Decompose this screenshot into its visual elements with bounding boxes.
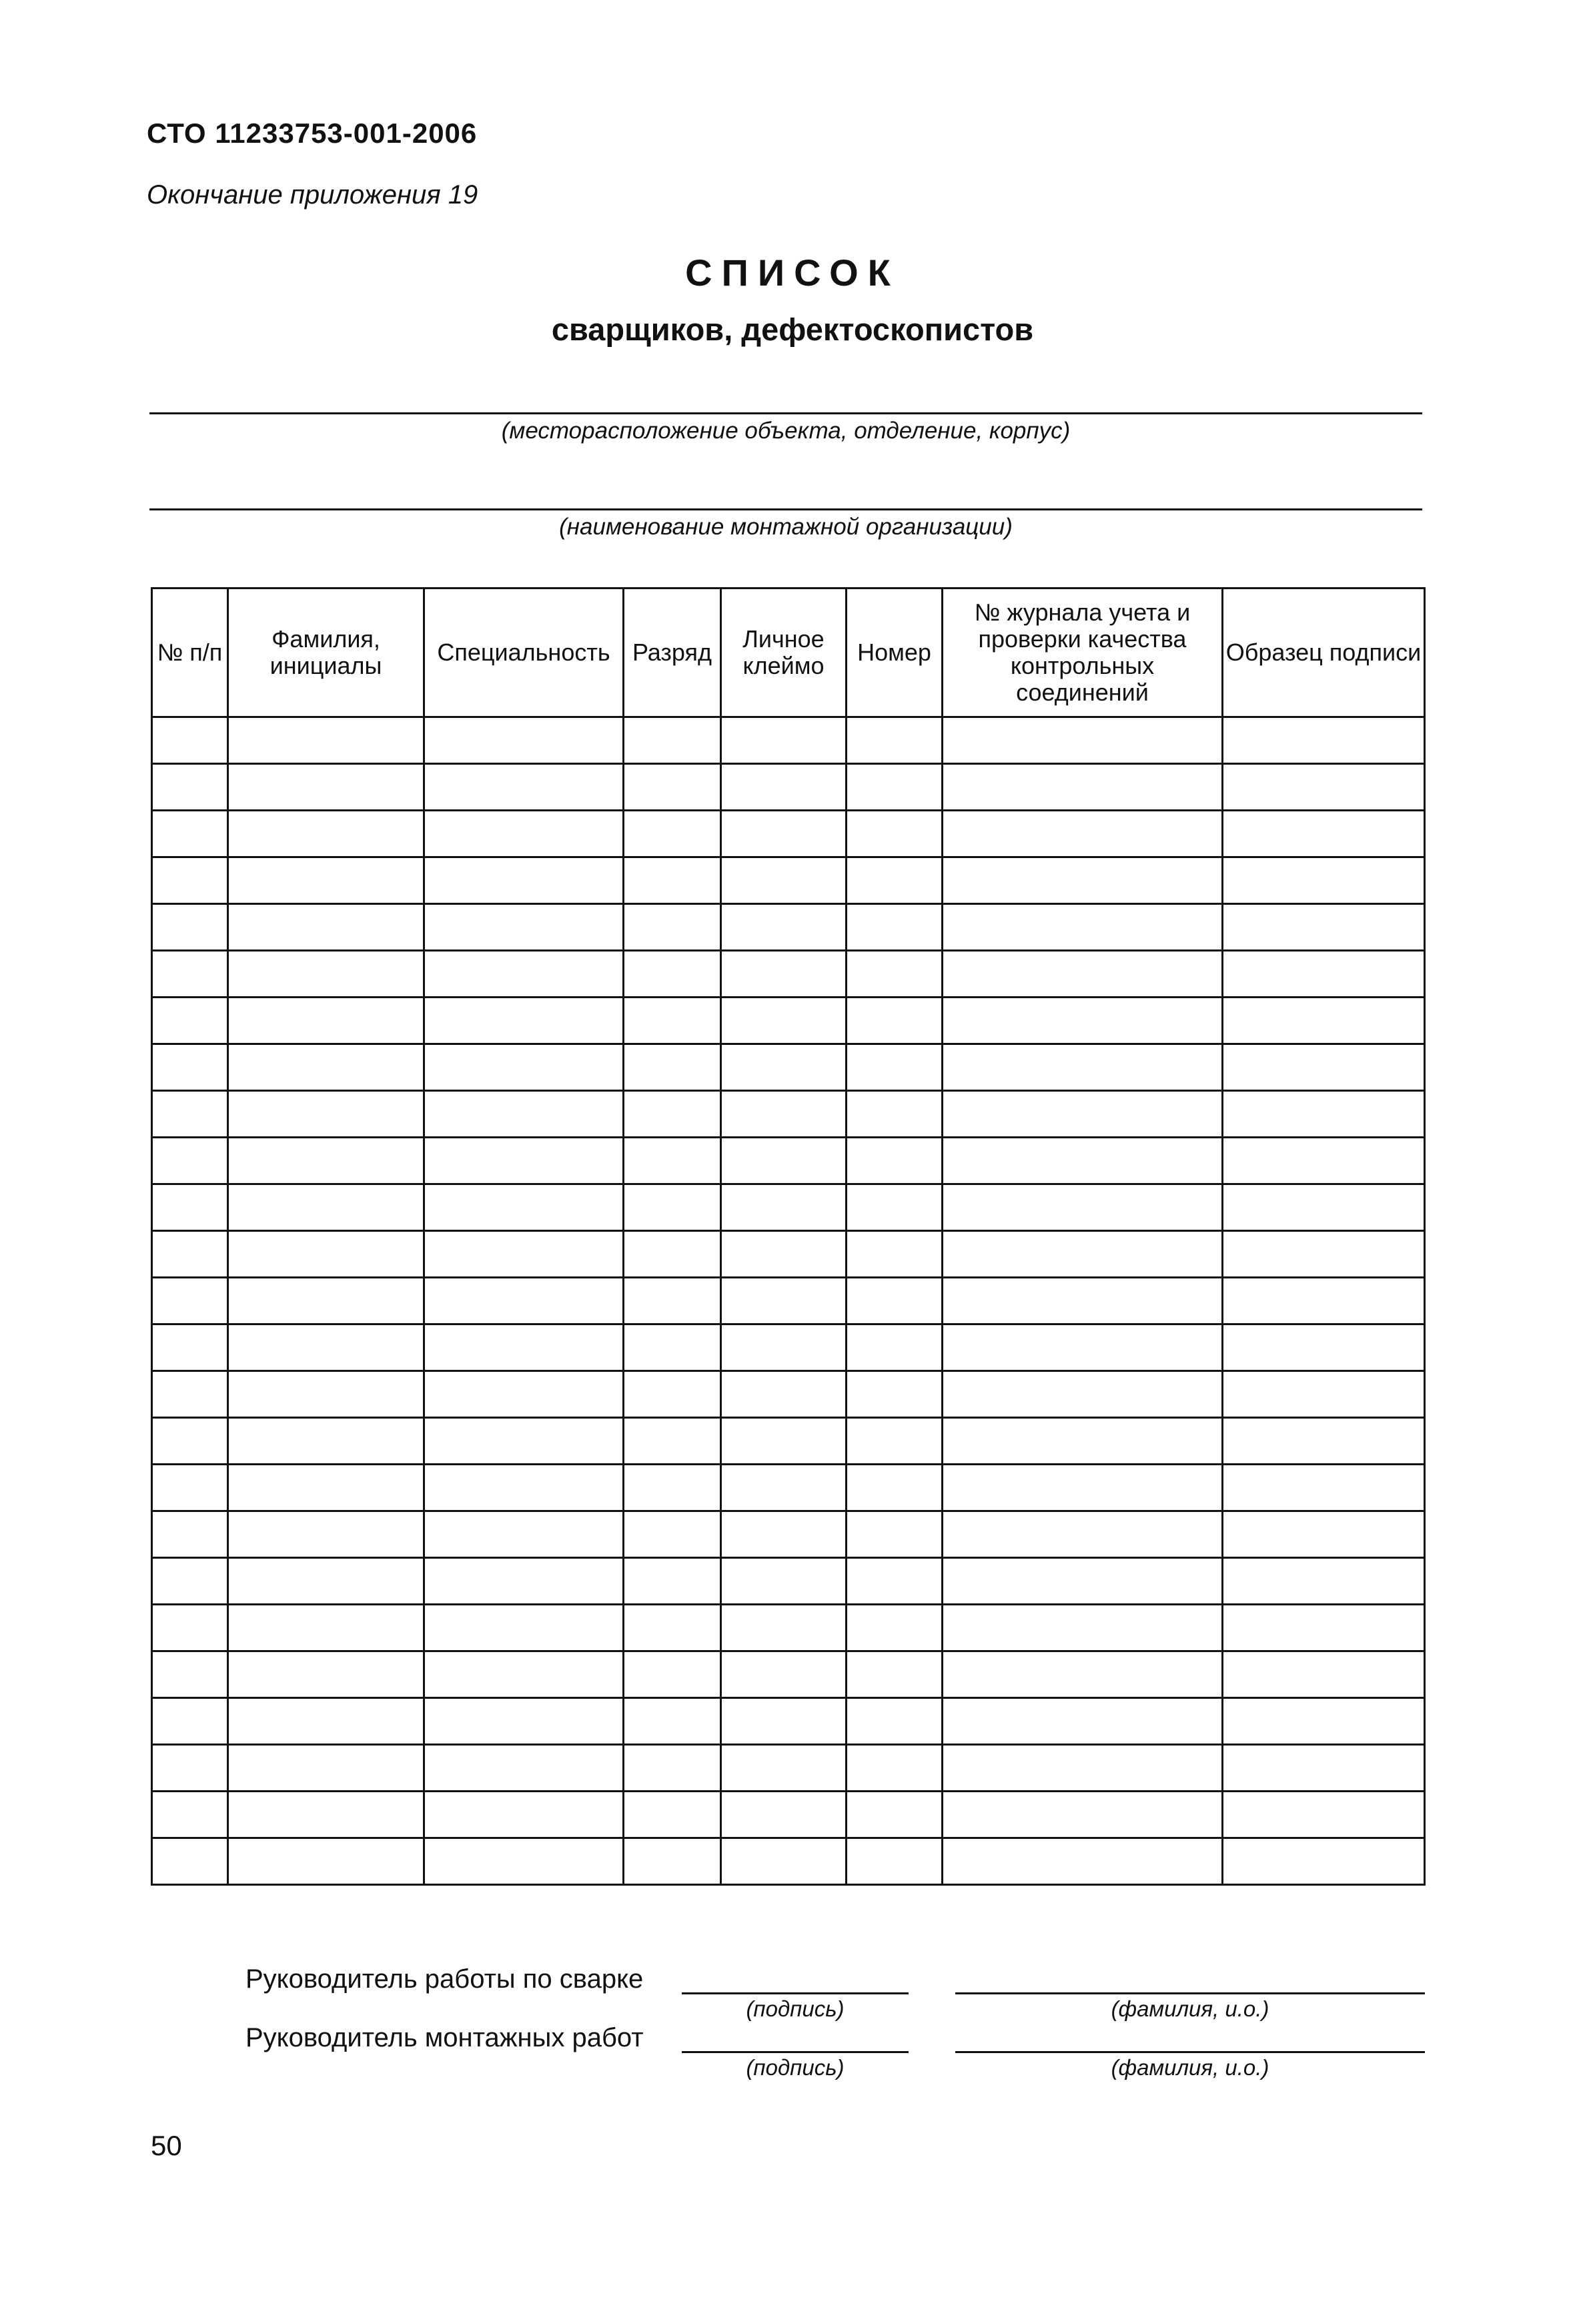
table-row — [152, 1418, 1425, 1465]
table-cell[interactable] — [847, 1698, 943, 1745]
table-row — [152, 1605, 1425, 1651]
table-cell[interactable] — [1223, 857, 1425, 904]
table-cell[interactable] — [152, 1511, 228, 1558]
table-row — [152, 951, 1425, 998]
table-cell[interactable] — [1223, 1371, 1425, 1418]
column-header-journal: № журнала учета и проверки качества контрольных соединений — [943, 589, 1223, 717]
table-cell[interactable] — [943, 1651, 1223, 1698]
table-cell[interactable] — [424, 1838, 624, 1885]
table-cell[interactable] — [943, 1418, 1223, 1465]
document-subtitle: сварщиков, дефектоскопистов — [551, 312, 1034, 347]
table-cell[interactable] — [847, 1091, 943, 1138]
table-row — [152, 1044, 1425, 1091]
table-cell[interactable] — [847, 1044, 943, 1091]
table-row — [152, 1558, 1425, 1605]
table-cell[interactable] — [424, 764, 624, 811]
table-cell[interactable] — [1223, 1324, 1425, 1371]
table-cell[interactable] — [228, 1651, 424, 1698]
table-cell[interactable] — [152, 1231, 228, 1278]
table-cell[interactable] — [943, 1838, 1223, 1885]
table-cell[interactable] — [847, 857, 943, 904]
table-cell[interactable] — [847, 1231, 943, 1278]
organization-fill-line[interactable] — [149, 508, 1422, 510]
table-row — [152, 857, 1425, 904]
table-cell[interactable] — [624, 998, 721, 1044]
table-cell[interactable] — [624, 717, 721, 764]
table-cell[interactable] — [721, 1745, 847, 1792]
table-cell[interactable] — [721, 1465, 847, 1511]
table-header-row — [152, 589, 1425, 717]
table-cell[interactable] — [228, 1792, 424, 1838]
table-cell[interactable] — [228, 1838, 424, 1885]
table-cell[interactable] — [1223, 1465, 1425, 1511]
table-cell[interactable] — [624, 951, 721, 998]
table-row — [152, 1792, 1425, 1838]
table-cell[interactable] — [943, 1324, 1223, 1371]
location-caption: (месторасположение объекта, отделение, корпус) — [501, 418, 1071, 444]
table-cell[interactable] — [424, 1698, 624, 1745]
organization-caption: (наименование монтажной организации) — [559, 514, 1013, 540]
table-cell[interactable] — [1223, 1511, 1425, 1558]
table-cell[interactable] — [624, 1091, 721, 1138]
table-cell[interactable] — [424, 1465, 624, 1511]
table-cell[interactable] — [847, 1184, 943, 1231]
table-cell[interactable] — [424, 1371, 624, 1418]
table-cell[interactable] — [721, 1698, 847, 1745]
table-row — [152, 1278, 1425, 1324]
table-cell[interactable] — [152, 951, 228, 998]
table-cell[interactable] — [424, 1044, 624, 1091]
table-cell[interactable] — [424, 857, 624, 904]
table-cell[interactable] — [847, 1558, 943, 1605]
table-cell[interactable] — [152, 998, 228, 1044]
table-cell[interactable] — [721, 1371, 847, 1418]
table-cell[interactable] — [424, 1138, 624, 1184]
table-cell[interactable] — [943, 1044, 1223, 1091]
table-cell[interactable] — [943, 1792, 1223, 1838]
signature-caption-installation: (подпись) — [746, 2055, 845, 2080]
table-cell[interactable] — [847, 1651, 943, 1698]
table-cell[interactable] — [847, 811, 943, 857]
location-fill-line[interactable] — [149, 412, 1422, 414]
appendix-note: Окончание приложения 19 — [147, 180, 478, 210]
table-row — [152, 1091, 1425, 1138]
table-cell[interactable] — [152, 1091, 228, 1138]
table-cell[interactable] — [424, 951, 624, 998]
table-cell[interactable] — [847, 1324, 943, 1371]
table-cell[interactable] — [152, 1745, 228, 1792]
table-cell[interactable] — [152, 904, 228, 951]
table-row — [152, 1324, 1425, 1371]
table-cell[interactable] — [152, 1698, 228, 1745]
table-cell[interactable] — [624, 1605, 721, 1651]
table-cell[interactable] — [1223, 1138, 1425, 1184]
table-cell[interactable] — [228, 1558, 424, 1605]
table-cell[interactable] — [624, 1792, 721, 1838]
page-number: 50 — [151, 2130, 182, 2161]
table-cell[interactable] — [1223, 1838, 1425, 1885]
table-cell[interactable] — [847, 1465, 943, 1511]
table-cell[interactable] — [228, 764, 424, 811]
table-cell[interactable] — [721, 1838, 847, 1885]
table-row — [152, 717, 1425, 764]
table-cell[interactable] — [943, 717, 1223, 764]
table-cell[interactable] — [847, 1278, 943, 1324]
table-cell[interactable] — [152, 1792, 228, 1838]
column-header-stamp: Личное клеймо — [721, 589, 847, 717]
table-cell[interactable] — [1223, 1558, 1425, 1605]
column-header-specialty: Специальность — [424, 589, 624, 717]
table-cell[interactable] — [721, 951, 847, 998]
table-cell[interactable] — [1223, 1231, 1425, 1278]
table-cell[interactable] — [152, 1138, 228, 1184]
table-cell[interactable] — [943, 904, 1223, 951]
table-cell[interactable] — [721, 1184, 847, 1231]
table-cell[interactable] — [624, 811, 721, 857]
table-cell[interactable] — [624, 1511, 721, 1558]
table-cell[interactable] — [624, 904, 721, 951]
table-cell[interactable] — [1223, 1044, 1425, 1091]
table-cell[interactable] — [152, 811, 228, 857]
table-cell[interactable] — [847, 1745, 943, 1792]
table-cell[interactable] — [943, 1091, 1223, 1138]
table-cell[interactable] — [424, 1278, 624, 1324]
table-cell[interactable] — [721, 857, 847, 904]
table-cell[interactable] — [228, 1044, 424, 1091]
table-cell[interactable] — [624, 1651, 721, 1698]
table-cell[interactable] — [1223, 717, 1425, 764]
signature-line-installation[interactable] — [682, 2051, 909, 2053]
table-cell[interactable] — [943, 1511, 1223, 1558]
table-cell[interactable] — [721, 1558, 847, 1605]
document-title: СПИСОК — [685, 252, 900, 294]
table-cell[interactable] — [721, 1138, 847, 1184]
table-cell[interactable] — [721, 764, 847, 811]
table-row — [152, 764, 1425, 811]
table-cell[interactable] — [228, 1091, 424, 1138]
table-cell[interactable] — [152, 1838, 228, 1885]
table-cell[interactable] — [721, 811, 847, 857]
table-cell[interactable] — [943, 1231, 1223, 1278]
table-cell[interactable] — [847, 951, 943, 998]
table-cell[interactable] — [943, 1184, 1223, 1231]
table-cell[interactable] — [424, 811, 624, 857]
table-cell[interactable] — [228, 1465, 424, 1511]
column-header-id-number: Номер — [847, 589, 943, 717]
table-cell[interactable] — [847, 1605, 943, 1651]
table-cell[interactable] — [943, 951, 1223, 998]
table-cell[interactable] — [847, 1371, 943, 1418]
table-cell[interactable] — [624, 1324, 721, 1371]
table-cell[interactable] — [721, 1044, 847, 1091]
table-cell[interactable] — [943, 764, 1223, 811]
table-cell[interactable] — [228, 998, 424, 1044]
table-cell[interactable] — [152, 1278, 228, 1324]
table-cell[interactable] — [228, 1231, 424, 1278]
table-cell[interactable] — [847, 764, 943, 811]
table-cell[interactable] — [1223, 1091, 1425, 1138]
table-cell[interactable] — [624, 857, 721, 904]
table-cell[interactable] — [943, 1745, 1223, 1792]
table-cell[interactable] — [847, 1511, 943, 1558]
table-cell[interactable] — [1223, 904, 1425, 951]
table-row — [152, 904, 1425, 951]
table-cell[interactable] — [624, 1278, 721, 1324]
table-row — [152, 1184, 1425, 1231]
table-cell[interactable] — [152, 1651, 228, 1698]
table-cell[interactable] — [424, 904, 624, 951]
table-cell[interactable] — [721, 1792, 847, 1838]
table-cell[interactable] — [624, 1044, 721, 1091]
column-header-number: № п/п — [152, 589, 228, 717]
table-cell[interactable] — [721, 904, 847, 951]
table-cell[interactable] — [624, 1558, 721, 1605]
table-cell[interactable] — [228, 1371, 424, 1418]
table-cell[interactable] — [943, 857, 1223, 904]
table-cell[interactable] — [943, 1465, 1223, 1511]
table-cell[interactable] — [721, 998, 847, 1044]
table-cell[interactable] — [228, 1745, 424, 1792]
table-cell[interactable] — [1223, 1184, 1425, 1231]
name-caption-installation: (фамилия, и.о.) — [1111, 2055, 1269, 2080]
table-cell[interactable] — [152, 1418, 228, 1465]
table-cell[interactable] — [624, 1698, 721, 1745]
table-cell[interactable] — [847, 1418, 943, 1465]
column-header-name: Фамилия, инициалы — [228, 589, 424, 717]
table-cell[interactable] — [152, 1605, 228, 1651]
table-cell[interactable] — [721, 1231, 847, 1278]
table-row — [152, 1231, 1425, 1278]
table-cell[interactable] — [624, 1465, 721, 1511]
table-cell[interactable] — [424, 1184, 624, 1231]
signature-caption-welding: (подпись) — [746, 1996, 845, 2021]
table-cell[interactable] — [943, 1605, 1223, 1651]
table-cell[interactable] — [721, 1278, 847, 1324]
table-row — [152, 1838, 1425, 1885]
table-cell[interactable] — [152, 764, 228, 811]
table-cell[interactable] — [721, 1511, 847, 1558]
table-cell[interactable] — [847, 998, 943, 1044]
table-row — [152, 1698, 1425, 1745]
table-body — [152, 717, 1425, 1885]
table-cell[interactable] — [847, 1838, 943, 1885]
table-cell[interactable] — [847, 904, 943, 951]
table-cell[interactable] — [943, 1698, 1223, 1745]
table-row — [152, 1745, 1425, 1792]
table-cell[interactable] — [424, 717, 624, 764]
table-cell[interactable] — [152, 1184, 228, 1231]
table-cell[interactable] — [721, 717, 847, 764]
personnel-table — [151, 587, 1424, 1886]
table-cell[interactable] — [1223, 1278, 1425, 1324]
table-cell[interactable] — [943, 1138, 1223, 1184]
table-cell[interactable] — [228, 811, 424, 857]
table-row — [152, 998, 1425, 1044]
table-cell[interactable] — [228, 1511, 424, 1558]
table-cell[interactable] — [1223, 1418, 1425, 1465]
table-cell[interactable] — [1223, 998, 1425, 1044]
table-cell[interactable] — [1223, 1605, 1425, 1651]
table-cell[interactable] — [847, 1138, 943, 1184]
table-cell[interactable] — [624, 1184, 721, 1231]
table-cell[interactable] — [228, 1324, 424, 1371]
table-row — [152, 1511, 1425, 1558]
table-cell[interactable] — [424, 1558, 624, 1605]
table-cell[interactable] — [943, 1558, 1223, 1605]
document-code: СТО 11233753-001-2006 — [147, 117, 478, 149]
table-cell[interactable] — [152, 717, 228, 764]
name-line-welding[interactable] — [955, 1992, 1425, 1994]
signature-label-welding: Руководитель работы по сварке — [245, 1964, 644, 1994]
table-cell[interactable] — [847, 717, 943, 764]
table-cell[interactable] — [228, 1278, 424, 1324]
table-cell[interactable] — [228, 904, 424, 951]
table-cell[interactable] — [1223, 811, 1425, 857]
table-cell[interactable] — [424, 1231, 624, 1278]
table-cell[interactable] — [152, 1044, 228, 1091]
table-row — [152, 1138, 1425, 1184]
table-cell[interactable] — [624, 1745, 721, 1792]
table-cell[interactable] — [228, 951, 424, 998]
table-cell[interactable] — [721, 1091, 847, 1138]
table-cell[interactable] — [721, 1651, 847, 1698]
table-cell[interactable] — [424, 1418, 624, 1465]
table-cell[interactable] — [152, 1558, 228, 1605]
table-row — [152, 1465, 1425, 1511]
table-cell[interactable] — [424, 1745, 624, 1792]
table-cell[interactable] — [721, 1605, 847, 1651]
table-cell[interactable] — [152, 857, 228, 904]
table-cell[interactable] — [624, 1838, 721, 1885]
table-cell[interactable] — [624, 1138, 721, 1184]
table-cell[interactable] — [624, 1371, 721, 1418]
table-cell[interactable] — [424, 998, 624, 1044]
table-cell[interactable] — [424, 1605, 624, 1651]
column-header-signature-sample: Образец подписи — [1223, 589, 1425, 717]
table-cell[interactable] — [228, 857, 424, 904]
table-cell[interactable] — [721, 1324, 847, 1371]
table-row — [152, 1371, 1425, 1418]
table-cell[interactable] — [228, 1605, 424, 1651]
table-cell[interactable] — [943, 1278, 1223, 1324]
table-cell[interactable] — [424, 1651, 624, 1698]
signature-label-installation: Руководитель монтажных работ — [245, 2023, 644, 2052]
table-row — [152, 1651, 1425, 1698]
table-cell[interactable] — [847, 1792, 943, 1838]
table-cell[interactable] — [943, 811, 1223, 857]
table-row — [152, 811, 1425, 857]
table-cell[interactable] — [152, 1465, 228, 1511]
table-cell[interactable] — [424, 1511, 624, 1558]
table-cell[interactable] — [624, 1231, 721, 1278]
table-cell[interactable] — [1223, 1792, 1425, 1838]
table-cell[interactable] — [228, 1184, 424, 1231]
table-cell[interactable] — [424, 1324, 624, 1371]
table-cell[interactable] — [424, 1091, 624, 1138]
table-cell[interactable] — [943, 1371, 1223, 1418]
table-cell[interactable] — [943, 998, 1223, 1044]
table-cell[interactable] — [1223, 1698, 1425, 1745]
name-caption-welding: (фамилия, и.о.) — [1111, 1996, 1269, 2021]
table-cell[interactable] — [228, 1138, 424, 1184]
table-cell[interactable] — [1223, 951, 1425, 998]
table-cell[interactable] — [228, 1698, 424, 1745]
table-cell[interactable] — [624, 1418, 721, 1465]
table-cell[interactable] — [152, 1371, 228, 1418]
table-cell[interactable] — [152, 1324, 228, 1371]
table-cell[interactable] — [228, 1418, 424, 1465]
column-header-grade: Разряд — [624, 589, 721, 717]
table-cell[interactable] — [1223, 1745, 1425, 1792]
table-cell[interactable] — [1223, 1651, 1425, 1698]
table-cell[interactable] — [424, 1792, 624, 1838]
signature-line-welding[interactable] — [682, 1992, 909, 1994]
table-cell[interactable] — [1223, 764, 1425, 811]
name-line-installation[interactable] — [955, 2051, 1425, 2053]
table-cell[interactable] — [624, 764, 721, 811]
table-cell[interactable] — [228, 717, 424, 764]
table-cell[interactable] — [721, 1418, 847, 1465]
